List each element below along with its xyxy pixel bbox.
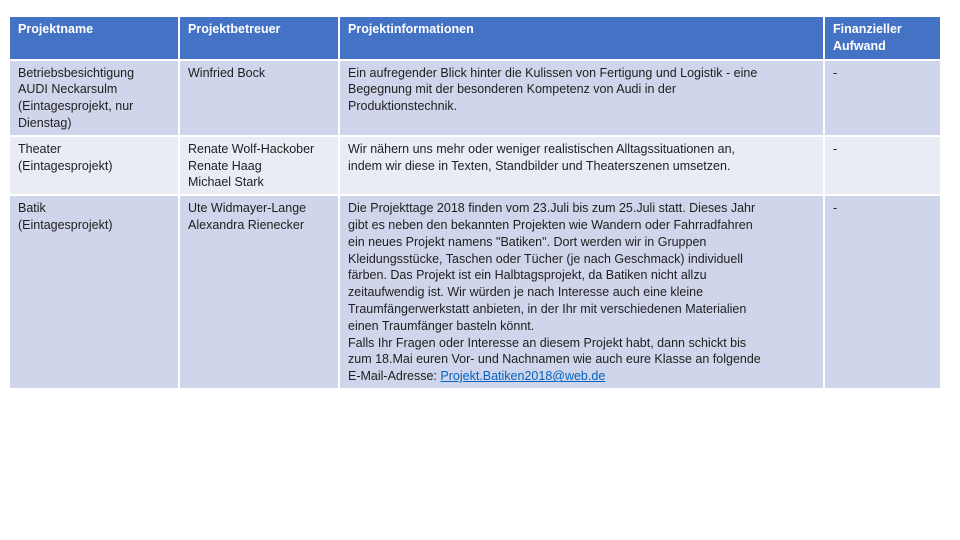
project-table (8, 15, 942, 390)
cell-finanzieller-aufwand: - (824, 136, 941, 195)
header-finanzieller-aufwand: Finanzieller Aufwand (824, 16, 941, 60)
cell-projektinformationen: Wir nähern uns mehr oder weniger realistischen Alltagssituationen an, indem wir diese in Texten, Standbilder und Theaterszenen umsetzen. (339, 136, 824, 195)
cell-projektbetreuer: Ute Widmayer-Lange Alexandra Rienecker (179, 195, 339, 389)
cell-projektinformationen (339, 195, 824, 389)
table-row (9, 136, 941, 195)
table-row (9, 195, 941, 389)
cell-finanzieller-aufwand: - (824, 195, 941, 389)
cell-projektname: Batik (Eintagesprojekt) (9, 195, 179, 389)
cell-projektname: Theater (Eintagesprojekt) (9, 136, 179, 195)
header-projektbetreuer: Projektbetreuer (179, 16, 339, 60)
cell-projektinformationen: Ein aufregender Blick hinter die Kulissen von Fertigung und Logistik - eine Begegnung mit der besonderen Kompetenz von Audi in der Produktionstechnik. (339, 60, 824, 136)
cell-finanzieller-aufwand: - (824, 60, 941, 136)
header-projektinformationen: Projektinformationen (339, 16, 824, 60)
cell-projektbetreuer: Renate Wolf-Hackober Renate Haag Michael Stark (179, 136, 339, 195)
cell-projektbetreuer: Winfried Bock (179, 60, 339, 136)
table-row (9, 60, 941, 136)
table-header-row (9, 16, 941, 60)
cell-projektname: Betriebsbesichtigung AUDI Neckarsulm (Eintagesprojekt, nur Dienstag) (9, 60, 179, 136)
info-text: Die Projekttage 2018 finden vom 23.Juli bis zum 25.Juli statt. Dieses Jahr gibt es neben den bekannten Projekten wie Wandern oder Fahrradfahren ein neues Projekt namens "Batiken". Dort werden wir in Gruppen Kleidungsstücke, Taschen oder Tücher (je nach Geschmack) individuell färben. Das Projekt ist ein Halbtagsprojekt, da Batiken nicht allzu zeitaufwendig ist. Wir würden je nach Interesse auch eine kleine Traumfängerwerkstatt anbieten, in der Ihr mit verschiedenen Materialien einen Traumfänger basteln könnt. Falls Ihr Fragen oder Interesse an diesem Projekt habt, dann schickt bis zum 18.Mai euren Vor- und Nachnamen wie auch eure Klasse an folgende E-Mail-Adresse: (348, 201, 761, 384)
header-projektname: Projektname (9, 16, 179, 60)
email-link[interactable]: Projekt.Batiken2018@web.de (440, 369, 606, 384)
